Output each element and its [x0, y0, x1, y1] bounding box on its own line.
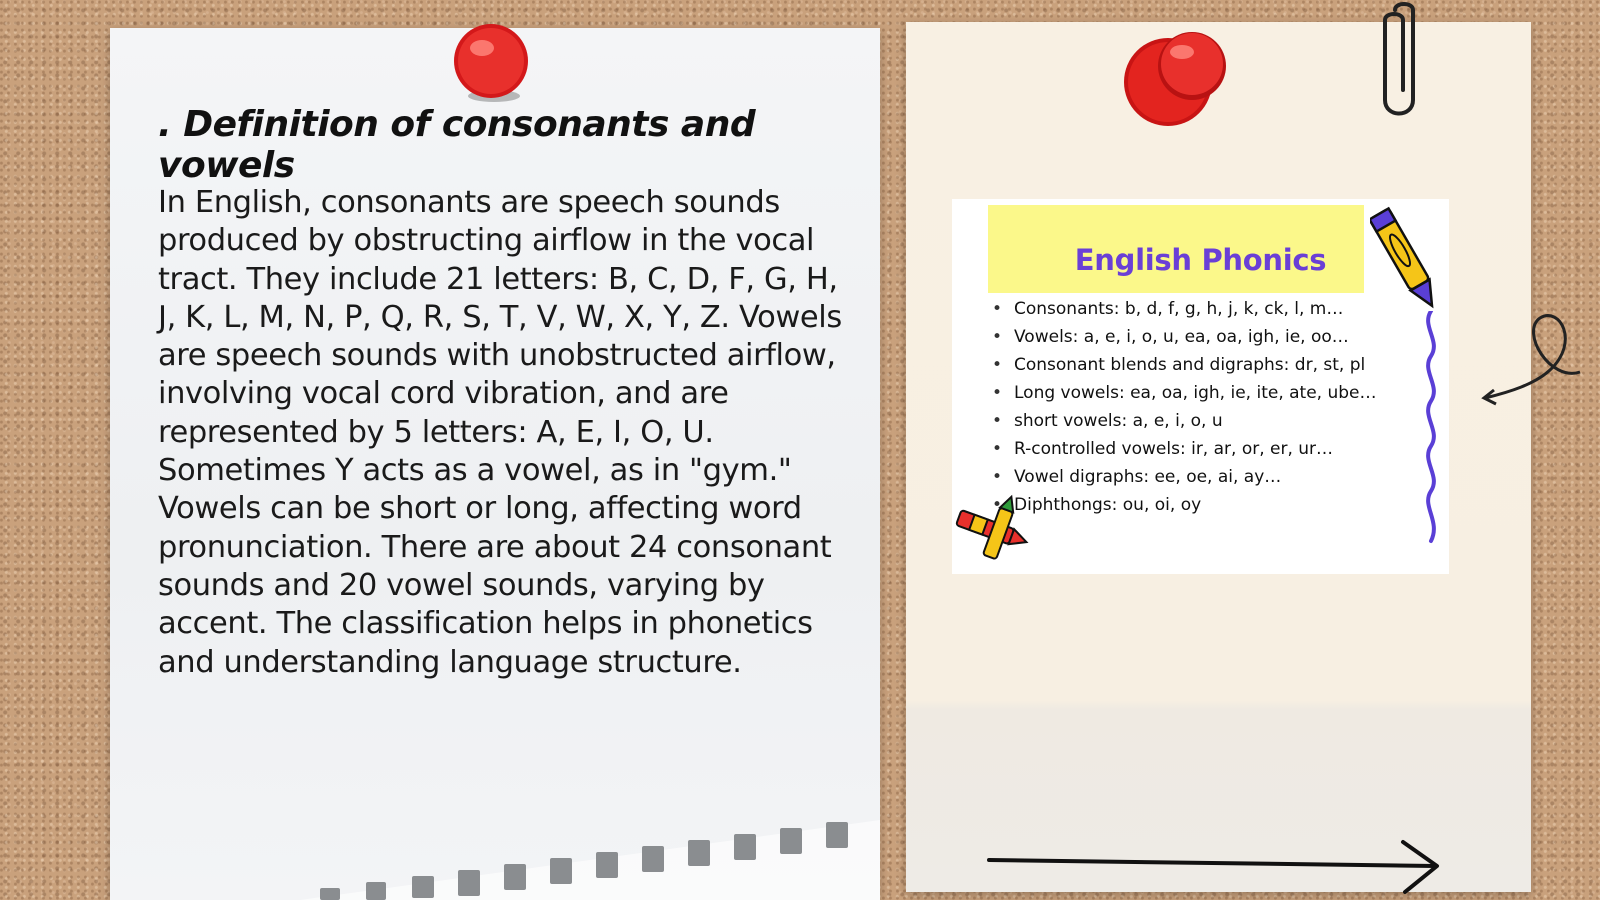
crayon-icon [950, 491, 1050, 571]
list-item: • short vowels: a, e, i, o, u [992, 407, 1377, 435]
phonics-list [992, 295, 1377, 519]
red-pushpin-icon [452, 22, 532, 104]
definition-paragraph: In English, consonants are speech sounds produced by obstructing airflow in the vocal tract. They include 21 letters: B, C, D, F, G, H, J, K, L, M, N, P, Q, R, S, T, V, W, X, Y, Z. Vowels are speech sounds with unobstructed airflow, involving vocal cord vibration, and are represented by 5 letters: A, E, I, O, U. Sometimes Y acts as a vowel, as in "gym." Vowels can be short or long, affecting word pronunciation. There are about 24 consonant sounds and 20 vowel sounds, varying by accent. The classification helps in phonetics and understanding language structure. [158, 185, 842, 680]
torn-tabs-decoration [300, 800, 880, 900]
phonics-image-card [952, 199, 1449, 574]
list-item: • Consonant blends and digraphs: dr, st, pl [992, 351, 1377, 379]
list-item: • Vowel digraphs: ee, oe, ai, ay… [992, 463, 1377, 491]
wavy-line-decoration [1419, 311, 1443, 551]
list-item: • Consonants: b, d, f, g, h, j, k, ck, l, m… [992, 295, 1377, 323]
red-pushpin-icon [1120, 30, 1230, 130]
section-heading: . Definition of consonants and vowels [158, 104, 756, 186]
list-item: • Vowels: a, e, i, o, u, ea, oa, igh, ie, oo… [992, 323, 1377, 351]
paperclip-icon [1375, 0, 1425, 125]
list-item: • Diphthongs: ou, oi, oy [992, 491, 1377, 519]
crayon-icon [1370, 199, 1440, 319]
arrow-right-icon [985, 838, 1445, 898]
phonics-title: English Phonics [1074, 243, 1327, 277]
list-item: • R-controlled vowels: ir, ar, or, er, ur… [992, 435, 1377, 463]
string-arrow-decoration [1480, 312, 1600, 412]
list-item: • Long vowels: ea, oa, igh, ie, ite, ate, ube… [992, 379, 1377, 407]
